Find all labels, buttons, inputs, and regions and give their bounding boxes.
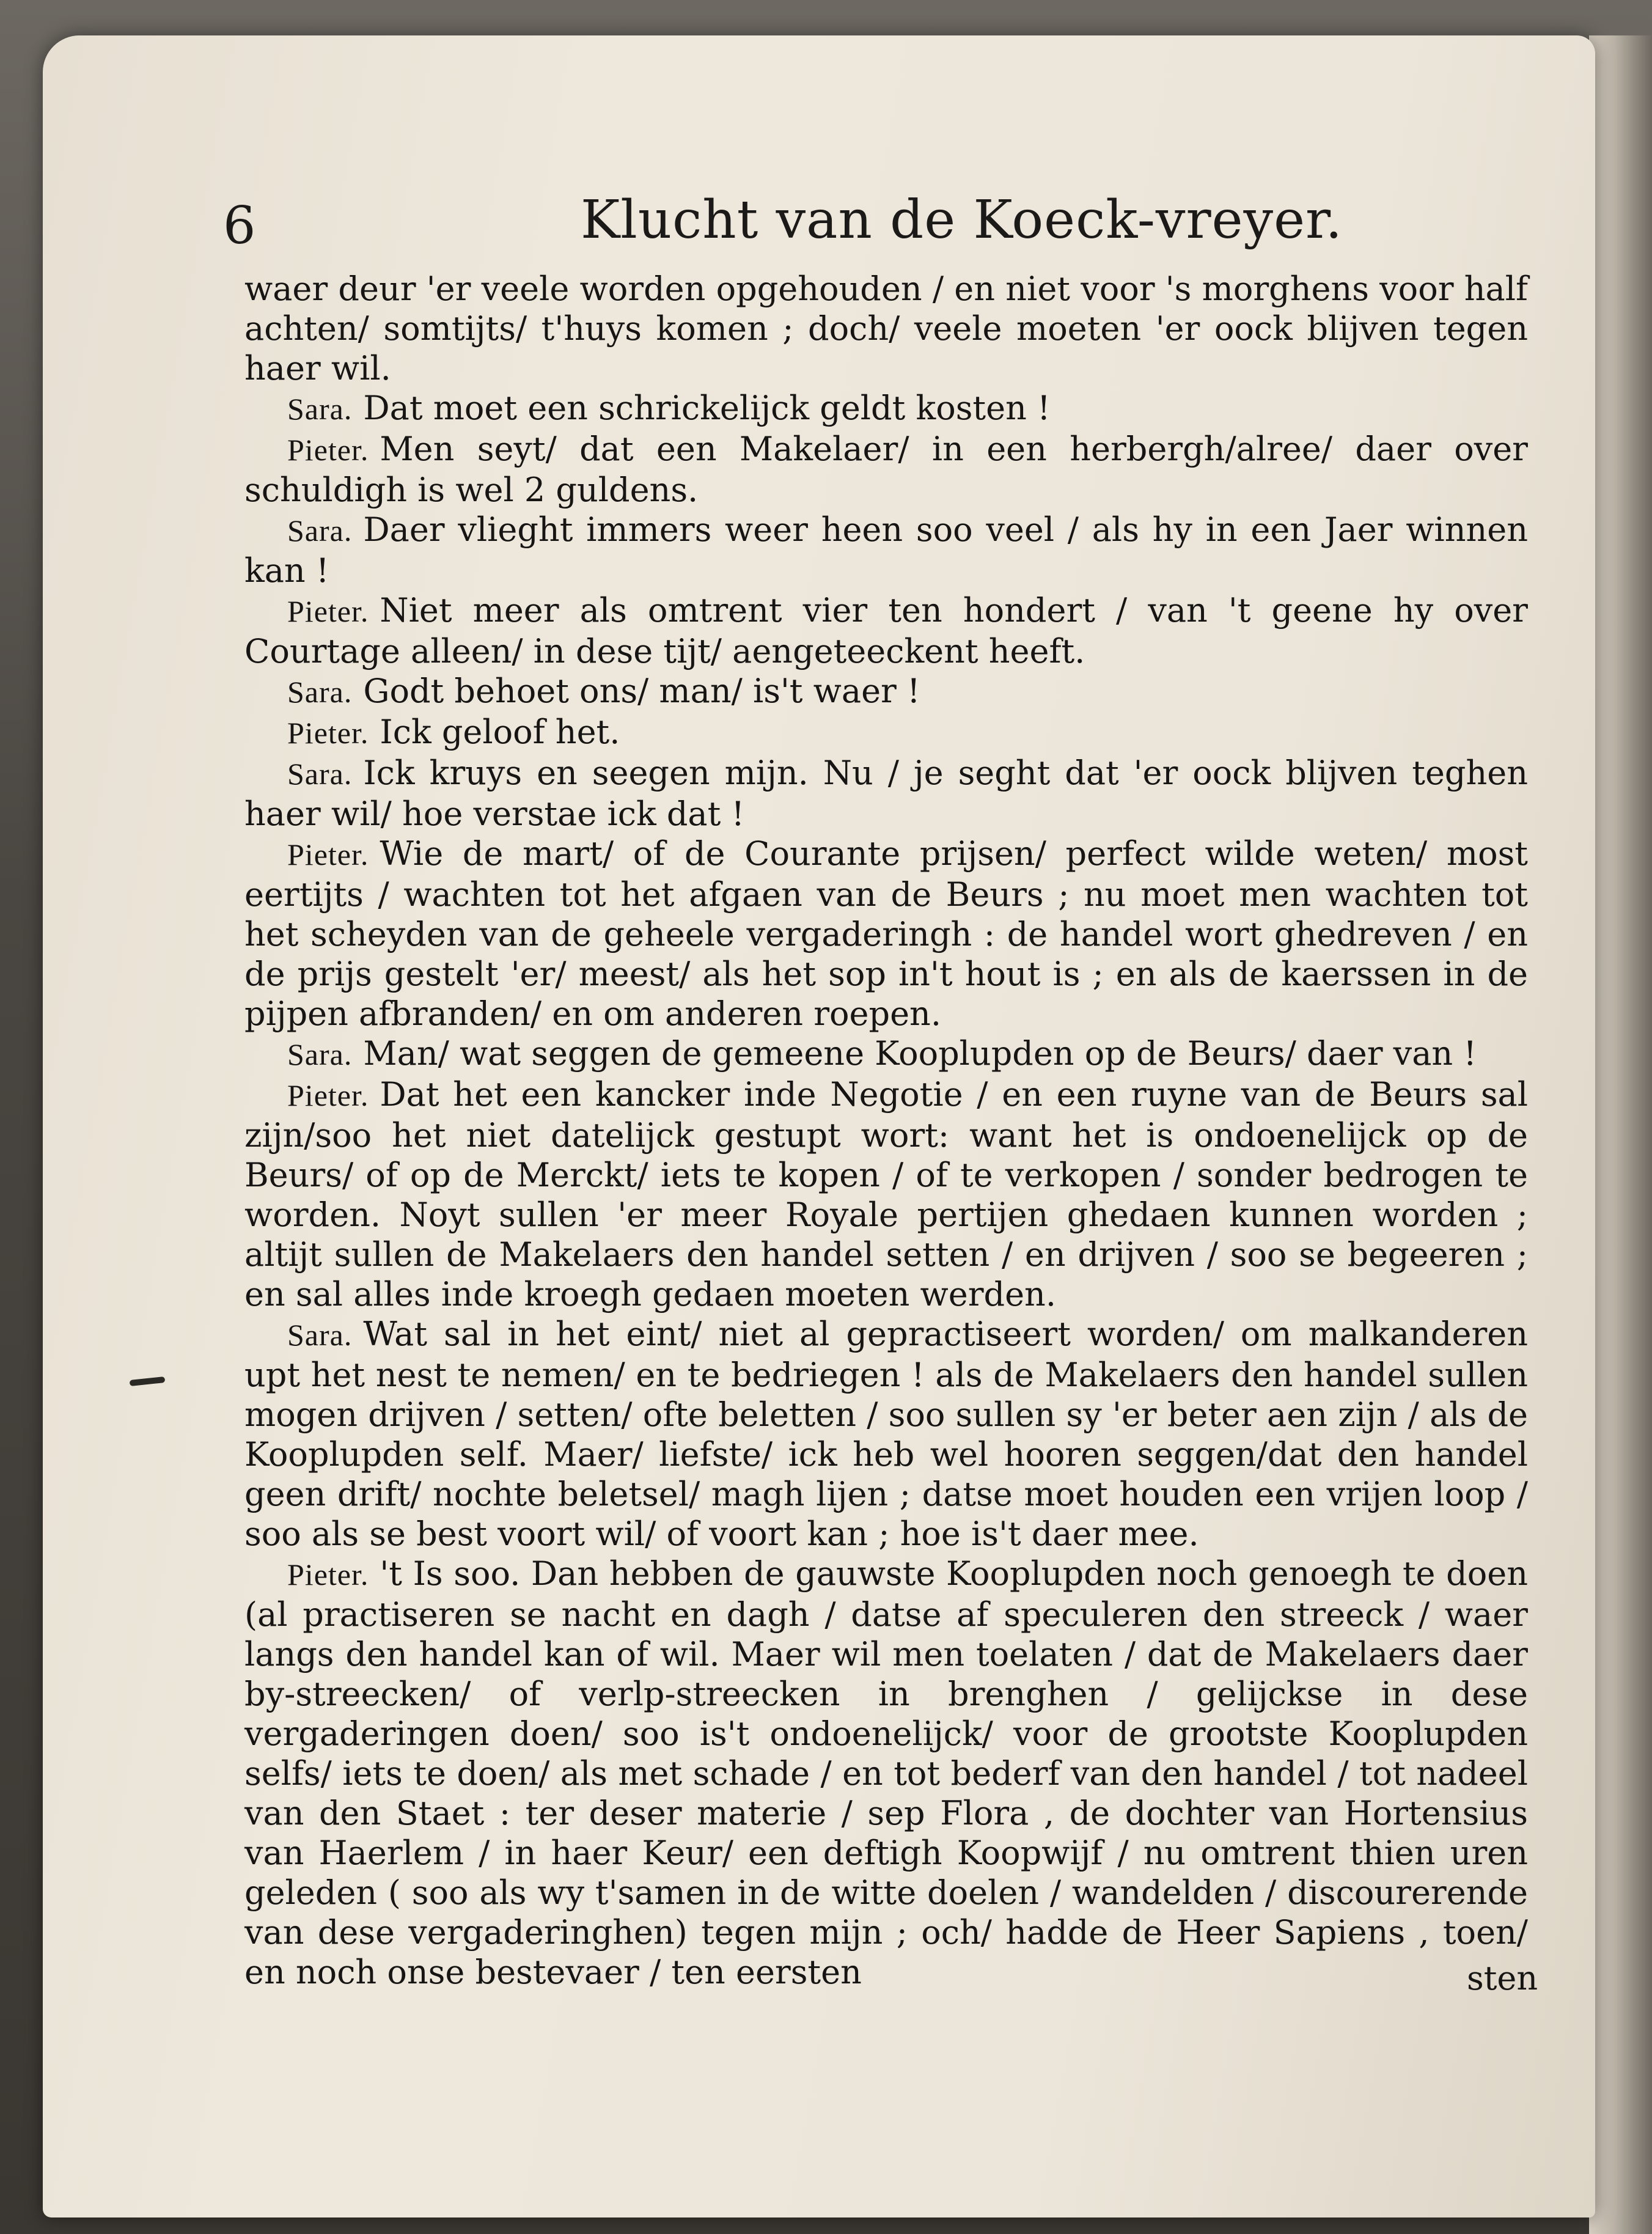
speaker-label: Sara. [287,392,353,426]
speech-12 [244,1554,1528,1992]
speech-1 [244,388,1528,429]
speaker-label: Sara. [287,513,353,548]
speech-4 [244,590,1528,671]
speech-3 [244,510,1528,590]
speaker-label: Pieter. [287,594,369,628]
speech-text: Dat moet een schrickelijck geldt kosten ! [363,389,1051,427]
speech-text: Niet meer als omtrent vier ten hondert / van 't geene hy over Courtage alleen/ in dese tijt/ aengeteeckent heeft. [244,591,1528,671]
speech-5 [244,671,1528,712]
speech-text: Ick geloof het. [380,713,620,751]
speech-text: Ick kruys en seegen mijn. Nu / je seght dat 'er oock blijven teghen haer wil/ hoe verstae ick dat ! [244,754,1528,833]
speech-text: Man/ wat seggen de gemeene Kooplupden op de Beurs/ daer van ! [363,1034,1477,1073]
speech-text: Wat sal in het eint/ niet al gepractiseert worden/ om malkanderen upt het nest te nemen/ en te bedriegen ! als de Makelaers den handel sullen mogen drijven / setten/ ofte beletten / soo sullen sy 'er beter aen zijn / als de Kooplupden self. Maer/ liefste/ ick heb wel hooren seggen/dat den handel geen drift/ nochte beletsel/ magh lijen ; datse moet houden een vrijen loop / soo als se best voort wil/ of voort kan ; hoe is't daer mee. [244,1315,1528,1553]
speaker-label: Sara. [287,675,353,709]
speech-text: Men seyt/ dat een Makelaer/ in een herbergh/alree/ daer over schuldigh is wel 2 guldens. [244,430,1528,509]
speech-text: Daer vlieght immers weer heen soo veel / als hy in een Jaer winnen kan ! [244,510,1528,590]
speech-8 [244,834,1528,1034]
speech-text: Wie de mart/ of de Courante prijsen/ perfect wilde weten/ most eertijts / wachten tot het afgaen van de Beurs ; nu moet men wachten tot het scheyden van de geheele vergaderingh : de handel wort ghedreven / en de prijs gestelt 'er/ meest/ als het sop in't hout is ; en als de kaerssen in de pijpen afbranden/ en om anderen roepen. [244,834,1528,1033]
speaker-label: Sara. [287,1037,353,1071]
speech-10 [244,1075,1528,1314]
speaker-label: Sara. [287,757,353,791]
speech-text: Dat het een kancker inde Negotie / en een ruyne van de Beurs sal zijn/soo het niet datelijck gestupt wort: want het is ondoenelijck op de Beurs/ of op de Merckt/ iets te kopen / of te verkopen / sonder bedrogen te worden. Noyt sullen 'er meer Royale pertijen ghedaen kunnen worden ; altijt sullen de Makelaers den handel setten / en drijven / soo se begeeren ; en sal alles inde kroegh gedaen moeten werden. [244,1075,1528,1314]
speaker-label: Pieter. [287,433,369,467]
speech-2 [244,429,1528,510]
speech-text: 't Is soo. Dan hebben de gauwste Kooplupden noch genoegh te doen (al practiseren se nacht en dagh / datse af speculeren den streeck / waer langs den handel kan of wil. Maer wil men toelaten / dat de Makelaers daer by-streecken/ of verlp-streecken in brenghen / gelijckse in dese vergaderingen doen/ soo is't ondoenelijck/ voor de grootste Kooplupden selfs/ iets te doen/ als met schade / en tot bederf van den handel / tot nadeel van den Staet : ter deser materie / sep Flora , de dochter van Hortensius van Haerlem / in haer Keur/ een deftigh Koopwijf / nu omtrent thien uren geleden ( soo als wy t'samen in de witte doelen / wandelden / discourerende van dese vergaderinghen) tegen mijn ; och/ hadde de Heer Sapiens , toen/ en noch onse bestevaer / ten eersten [244,1554,1528,1991]
speech-7 [244,753,1528,834]
page-header [223,183,1568,257]
speech-11 [244,1314,1528,1554]
speech-9 [244,1034,1528,1075]
speaker-label: Pieter. [287,837,369,872]
page-number: 6 [223,196,256,255]
next-page-edge [1589,35,1652,2234]
catchword: sten [1467,1959,1538,1997]
speaker-label: Pieter. [287,716,369,750]
speaker-label: Sara. [287,1318,353,1352]
paragraph-text: waer deur 'er veele worden opgehouden / en niet voor 's morghens voor half achten/ somtijts/ t'huys komen ; doch/ veele moeten 'er oock blijven tegen haer wil. [244,270,1528,388]
speaker-label: Pieter. [287,1557,369,1592]
running-title: Klucht van de Koeck-vreyer. [581,189,1343,251]
paragraph-0 [244,269,1528,388]
speech-text: Godt behoet ons/ man/ is't waer ! [363,672,920,710]
speaker-label: Pieter. [287,1078,369,1112]
speech-6 [244,712,1528,753]
body-text [244,269,1528,1992]
